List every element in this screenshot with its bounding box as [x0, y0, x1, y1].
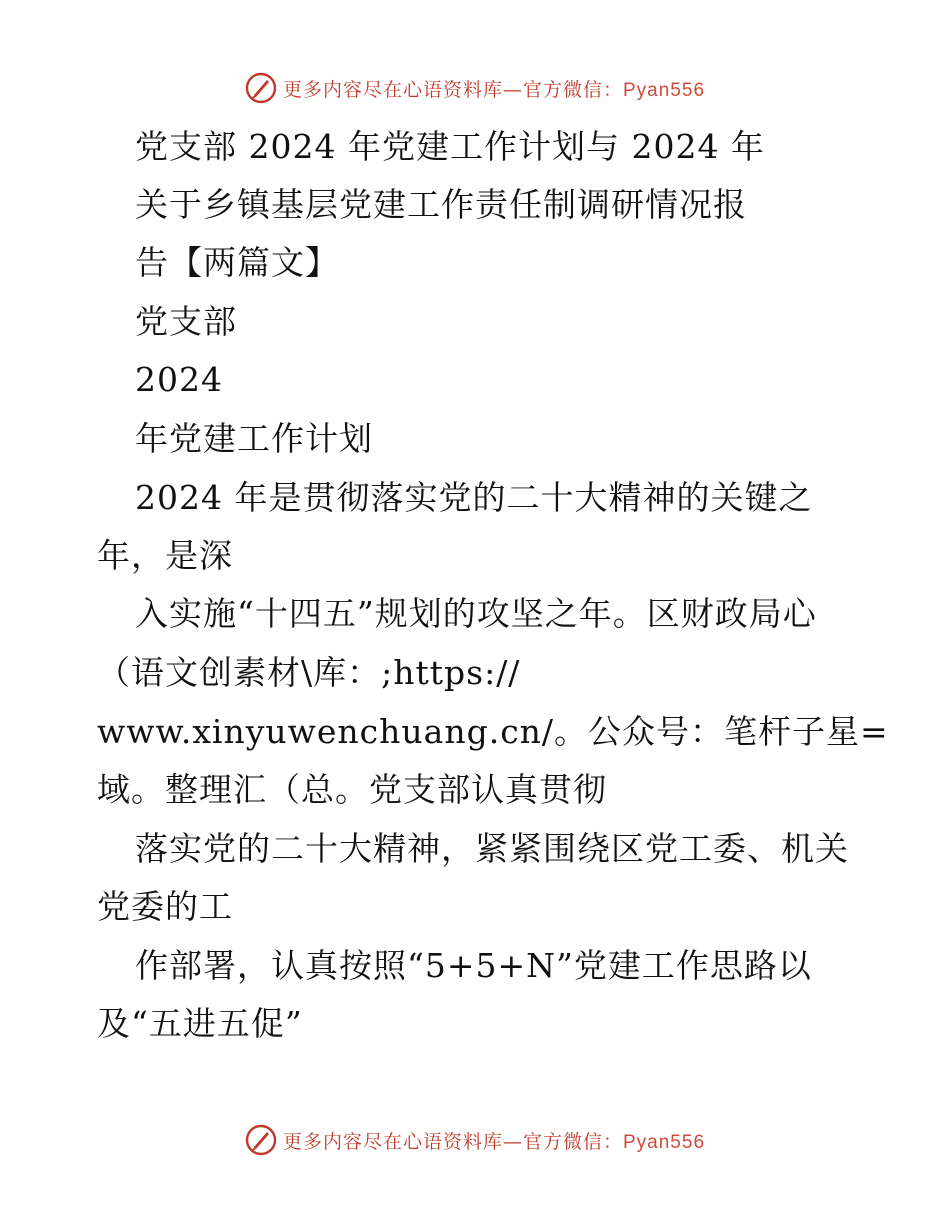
body-line-10: 及“五进五促” — [97, 1004, 303, 1043]
document-title-line-3: 告【两篇文】 — [135, 243, 339, 282]
body-line-6: 域。整理汇（总。党支部认真贯彻 — [97, 770, 607, 809]
quill-logo-icon — [245, 72, 277, 104]
watermark-text — [283, 75, 705, 102]
watermark-id: Pyan556 — [623, 1131, 706, 1153]
watermark-label: 更多内容尽在心语资料库—官方微信： — [282, 78, 623, 101]
body-line-7: 落实党的二十大精神，紧紧围绕区党工委、机关 — [135, 829, 849, 868]
body-line-8: 党委的工 — [97, 887, 233, 926]
document-title-line-2: 关于乡镇基层党建工作责任制调研情况报 — [135, 185, 747, 224]
section-heading-line-1: 党支部 — [135, 302, 237, 341]
section-heading-line-3: 年党建工作计划 — [135, 419, 373, 458]
watermark-footer — [0, 1122, 950, 1158]
watermark-label: 更多内容尽在心语资料库—官方微信： — [282, 1130, 623, 1153]
watermark-text — [283, 1127, 705, 1154]
body-line-2: 年，是深 — [97, 536, 233, 575]
watermark-id: Pyan556 — [623, 79, 706, 101]
document-title-line-1: 党支部 2024 年党建工作计划与 2024 年 — [135, 127, 765, 166]
body-line-9: 作部署，认真按照“5+5+N”党建工作思路以 — [135, 946, 812, 985]
section-heading-line-2: 2024 — [135, 360, 223, 399]
body-line-4: （语文创素材\库：;https:// — [97, 653, 521, 692]
body-line-5: www.xinyuwenchuang.cn/。公众号：笔杆子星= — [97, 712, 889, 751]
body-line-1: 2024 年是贯彻落实党的二十大精神的关键之 — [135, 478, 813, 517]
watermark-header — [0, 70, 950, 106]
body-line-3: 入实施“十四五”规划的攻坚之年。区财政局心 — [135, 594, 817, 633]
quill-logo-icon — [245, 1124, 277, 1156]
